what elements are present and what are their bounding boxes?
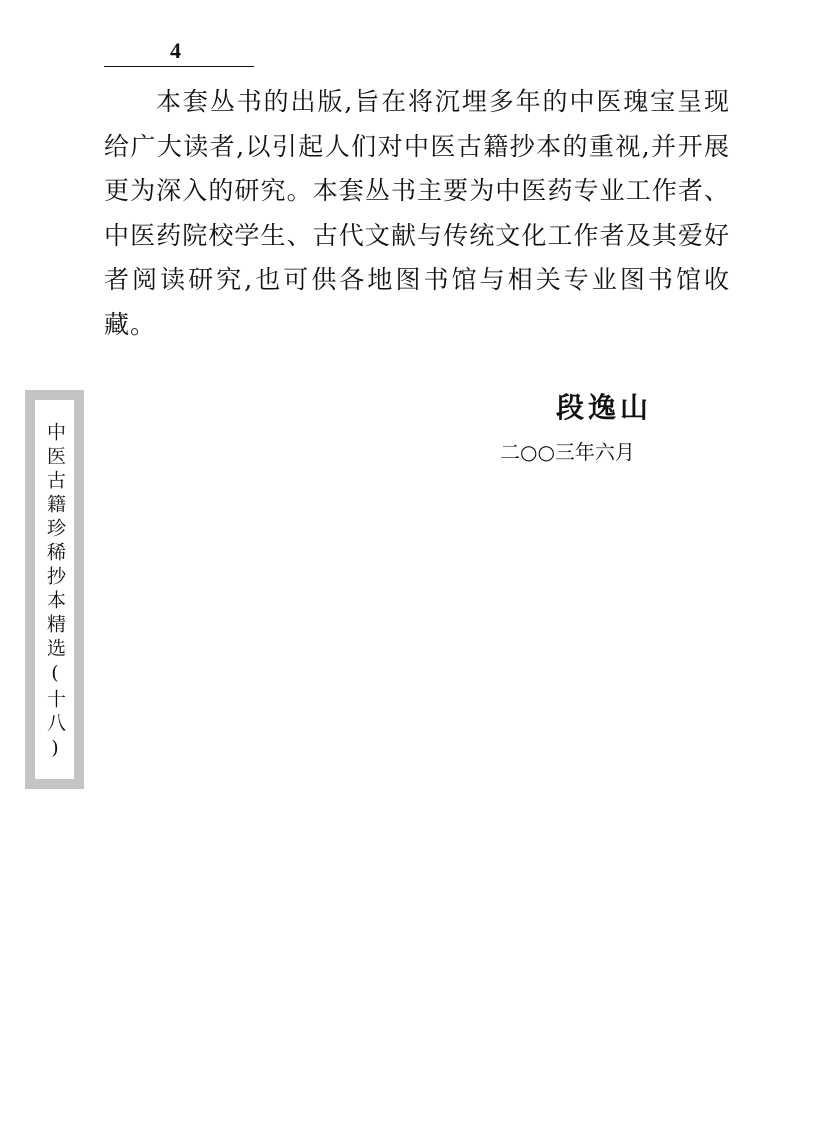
signature-date: 二○○三年六月 (500, 440, 635, 464)
series-side-tab (25, 390, 84, 789)
series-title: 中医古籍珍稀抄本精选(十八) (44, 422, 66, 764)
page-number: 4 (170, 38, 181, 63)
author-signature: 段逸山 (556, 391, 653, 424)
side-tab-inner (35, 400, 74, 779)
body-paragraph: 本套丛书的出版,旨在将沉埋多年的中医瑰宝呈现给广大读者,以引起人们对中医古籍抄本的重视,并开展更为深入的研究。本套丛书主要为中医药专业工作者、中医药院校学生、古代文献与传统文化工作者及其爱好者阅读研究,也可供各地图书馆与相关专业图书馆收藏。 (104, 87, 730, 339)
page-number-header (104, 38, 254, 67)
